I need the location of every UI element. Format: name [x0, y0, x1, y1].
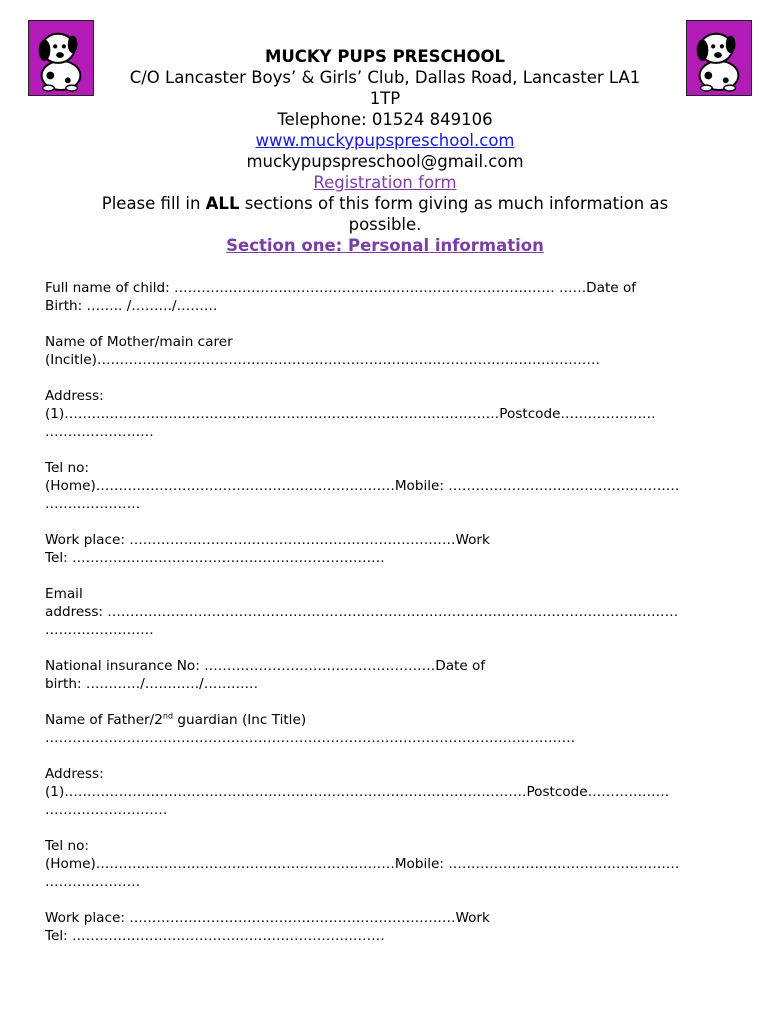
father-label-post: guardian (Inc Title) — [173, 712, 307, 728]
address-line-2: 1TP — [369, 89, 401, 108]
child-name-field[interactable]: Full name of child: ………………………………………………………………………… ……Date of — [45, 280, 637, 296]
instruction-line-2: possible. — [348, 215, 422, 234]
instruction-post: sections of this form giving as much information as — [239, 194, 669, 213]
instruction-line-1 — [60, 193, 710, 214]
email-field[interactable]: address: ……………………………………………………………………………………………………………… — [45, 604, 679, 620]
email-label: Email — [45, 586, 83, 602]
school-name: MUCKY PUPS PRESCHOOL — [264, 47, 506, 66]
website-link[interactable]: www.muckypupspreschool.com — [255, 131, 515, 150]
work-tel-2-field[interactable]: Tel: …………………………………………………………… — [45, 928, 385, 944]
address-1-postcode-field[interactable]: …………………… — [45, 424, 154, 440]
tel-2-field[interactable]: (Home)…………………………………………………………Mobile: …………………………………………… — [45, 856, 680, 872]
address-2-label: Address: — [45, 766, 104, 782]
father-name-field[interactable]: ……………………………………………………………………………………………………… — [45, 730, 576, 746]
father-label-sup: nd — [162, 711, 174, 721]
address-1-field[interactable]: (1)……………………………………………………………………………………Postcode………………… — [45, 406, 656, 422]
mother-name-field[interactable]: (Incitle)………………………………………………………………………………………………… — [45, 352, 600, 368]
father-label-pre: Name of Father/2 — [45, 712, 163, 728]
mobile-2-field[interactable]: ………………… — [45, 874, 141, 890]
work-tel-1-field[interactable]: Tel: …………………………………………………………… — [45, 550, 385, 566]
letterhead — [60, 46, 710, 256]
address-2-postcode-field[interactable]: ……………………… — [45, 802, 168, 818]
mother-label: Name of Mother/main carer — [45, 334, 233, 350]
telephone: Telephone: 01524 849106 — [277, 110, 493, 129]
email-address: muckypupspreschool@gmail.com — [246, 152, 524, 171]
mobile-1-field[interactable]: ………………… — [45, 496, 141, 512]
tel-1-label: Tel no: — [45, 460, 89, 476]
ni-number-field[interactable]: National insurance No: ……………………………………………Date of — [45, 658, 486, 674]
tel-2-label: Tel no: — [45, 838, 89, 854]
work-place-2-field[interactable]: Work place: ………………………………………………………………Work — [45, 910, 490, 926]
form-title: Registration form — [313, 173, 457, 192]
father-label — [45, 711, 735, 729]
address-2-field[interactable]: (1)…………………………………………………………………………………………Postcode……………… — [45, 784, 670, 800]
work-place-1-field[interactable]: Work place: ………………………………………………………………Work — [45, 532, 490, 548]
address-line-1: C/O Lancaster Boys’ & Girls’ Club, Dallas Road, Lancaster LA1 — [129, 68, 641, 87]
address-1-label: Address: — [45, 388, 104, 404]
child-dob-field[interactable]: Birth: …….. /………/……… — [45, 298, 218, 314]
section-title: Section one: Personal information — [226, 236, 544, 255]
personal-info-form — [45, 279, 735, 945]
instruction-pre: Please fill in — [101, 194, 206, 213]
dob-field[interactable]: birth: …………/…………/………… — [45, 676, 259, 692]
tel-1-field[interactable]: (Home)…………………………………………………………Mobile: …………………………………………… — [45, 478, 680, 494]
instruction-bold: ALL — [205, 194, 240, 213]
email-field-cont[interactable]: …………………… — [45, 622, 154, 638]
